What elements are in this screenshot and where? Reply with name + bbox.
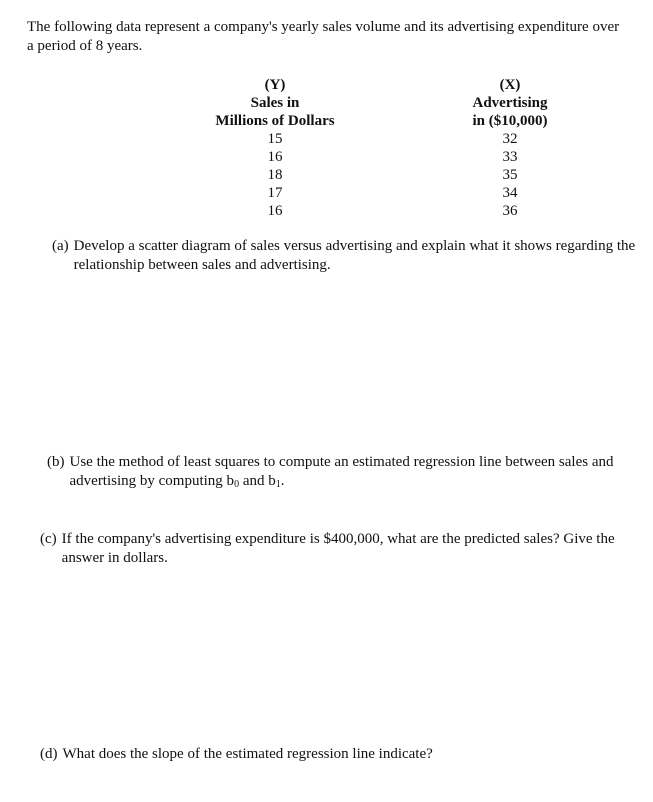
sales-cell: 16 (267, 203, 283, 219)
table-row (205, 184, 565, 202)
advertising-cell: 33 (502, 149, 518, 165)
question-a-text: Develop a scatter diagram of sales versus advertising and explain what it shows regarding the relationship between sales and advertising. (73, 238, 636, 273)
advertising-cell: 32 (502, 131, 518, 147)
advertising-cell: 36 (502, 203, 518, 219)
question-c-text: If the company's advertising expenditure is $400,000, what are the predicted sales? Give the answer in dollars. (61, 531, 615, 566)
question-d-letter: (d) (40, 746, 58, 762)
data-table (205, 76, 565, 220)
question-a (52, 237, 647, 275)
question-d-text: What does the slope of the estimated regression line indicate? (62, 746, 433, 762)
subscript-1: 1 (275, 479, 281, 490)
question-c-letter: (c) (40, 531, 57, 547)
sales-header-line-1: (Y) (264, 77, 286, 93)
table-row (205, 202, 565, 220)
sales-cell: 15 (267, 131, 283, 147)
question-b (47, 453, 637, 491)
advertising-column-header (455, 76, 565, 130)
question-c (40, 530, 640, 568)
sales-column-header (205, 76, 345, 130)
advertising-header-line-3: in ($10,000) (472, 113, 548, 129)
question-b-text (70, 453, 638, 491)
sales-cell: 16 (267, 149, 283, 165)
question-d (40, 745, 640, 764)
question-b-text-mid: and b (239, 473, 276, 489)
question-b-letter: (b) (47, 454, 65, 470)
question-b-text-main: Use the method of least squares to compute an estimated regression line between sales and advertising by computing b (69, 454, 614, 489)
problem-intro: The following data represent a company's yearly sales volume and its advertising expenditure over a period of 8 years. (27, 19, 620, 54)
advertising-cell: 35 (502, 167, 518, 183)
sales-cell: 18 (267, 167, 283, 183)
advertising-header-line-1: (X) (499, 77, 521, 93)
question-a-letter: (a) (52, 238, 69, 254)
question-b-text-end: . (280, 473, 285, 489)
table-row (205, 166, 565, 184)
sales-header-line-2: Sales in (250, 95, 300, 111)
advertising-header-line-2: Advertising (472, 95, 548, 111)
subscript-0: 0 (234, 479, 240, 490)
column-spacer (345, 76, 455, 130)
table-row (205, 130, 565, 148)
table-row (205, 148, 565, 166)
sales-cell: 17 (267, 185, 283, 201)
sales-header-line-3: Millions of Dollars (215, 113, 335, 129)
advertising-cell: 34 (502, 185, 518, 201)
